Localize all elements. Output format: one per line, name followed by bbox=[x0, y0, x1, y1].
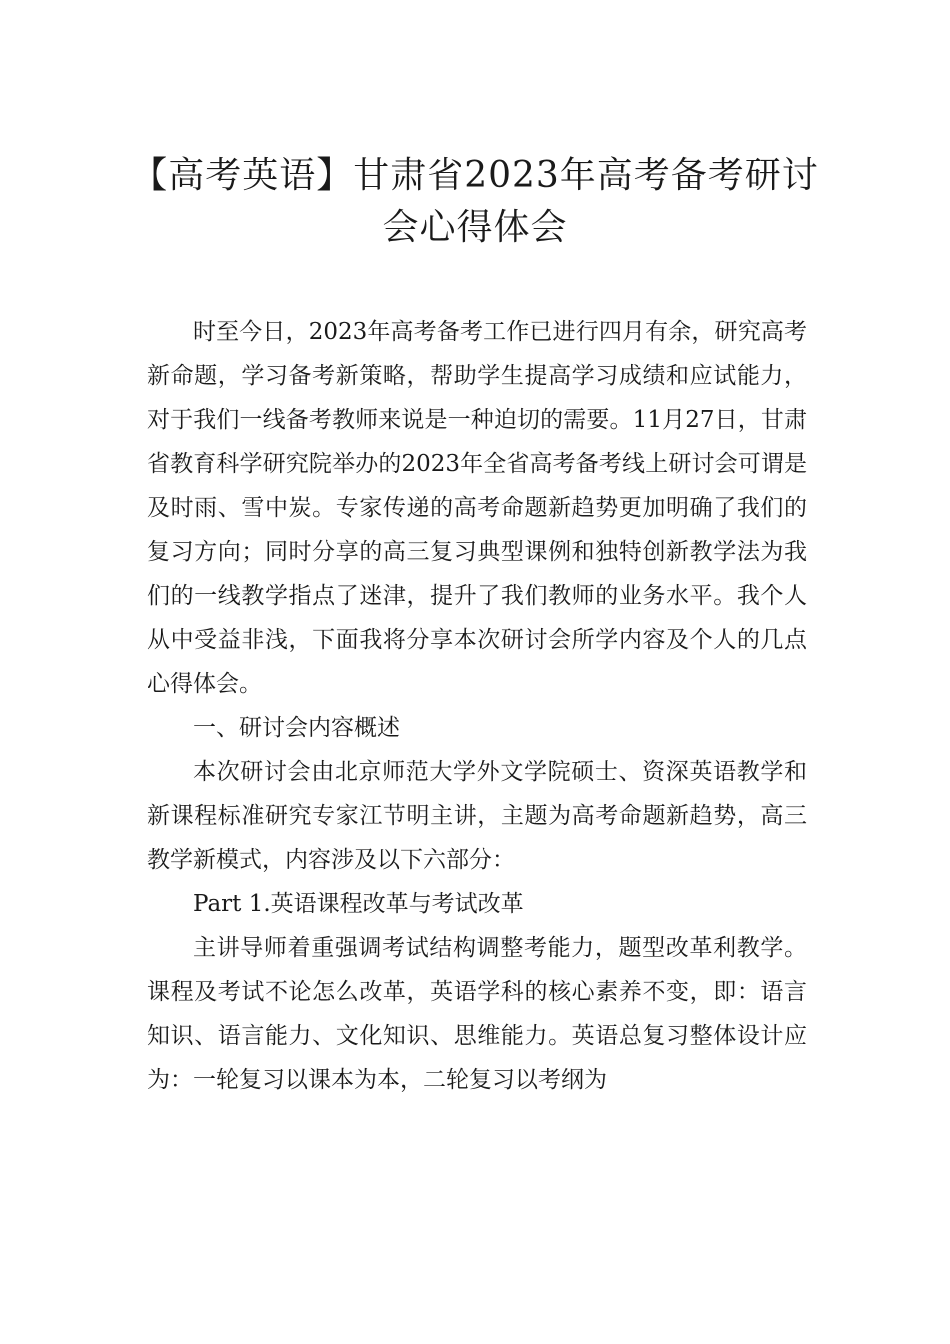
overview-paragraph: 本次研讨会由北京师范大学外文学院硕士、资深英语教学和新课程标准研究专家江节明主讲，主题为高考命题新趋势，高三教学新模式，内容涉及以下六部分： bbox=[147, 759, 807, 873]
part-heading: Part 1.英语课程改革与考试改革 bbox=[193, 891, 524, 917]
document-body bbox=[147, 310, 807, 1102]
part-one-paragraph: 主讲导师着重强调考试结构调整考能力，题型改革利教学。课程及考试不论怎么改革，英语学科的核心素养不变，即：语言知识、语言能力、文化知识、思维能力。英语总复习整体设计应为：一轮复习以课本为本，二轮复习以考纲为 bbox=[147, 935, 807, 1093]
intro-paragraph: 时至今日，2023年高考备考工作已进行四月有余，研究高考新命题，学习备考新策略，帮助学生提高学习成绩和应试能力，对于我们一线备考教师来说是一种迫切的需要。11月27日，甘肃省教育科学研究院举办的2023年全省高考备考线上研讨会可谓是及时雨、雪中炭。专家传递的高考命题新趋势更加明确了我们的复习方向；同时分享的高三复习典型课例和独特创新教学法为我们的一线教学指点了迷津，提升了我们教师的业务水平。我个人从中受益非浅，下面我将分享本次研讨会所学内容及个人的几点心得体会。 bbox=[147, 319, 807, 697]
section-heading: 一、研讨会内容概述 bbox=[193, 715, 400, 741]
document-title: 【高考英语】甘肃省2023年高考备考研讨会心得体会 bbox=[131, 155, 819, 248]
